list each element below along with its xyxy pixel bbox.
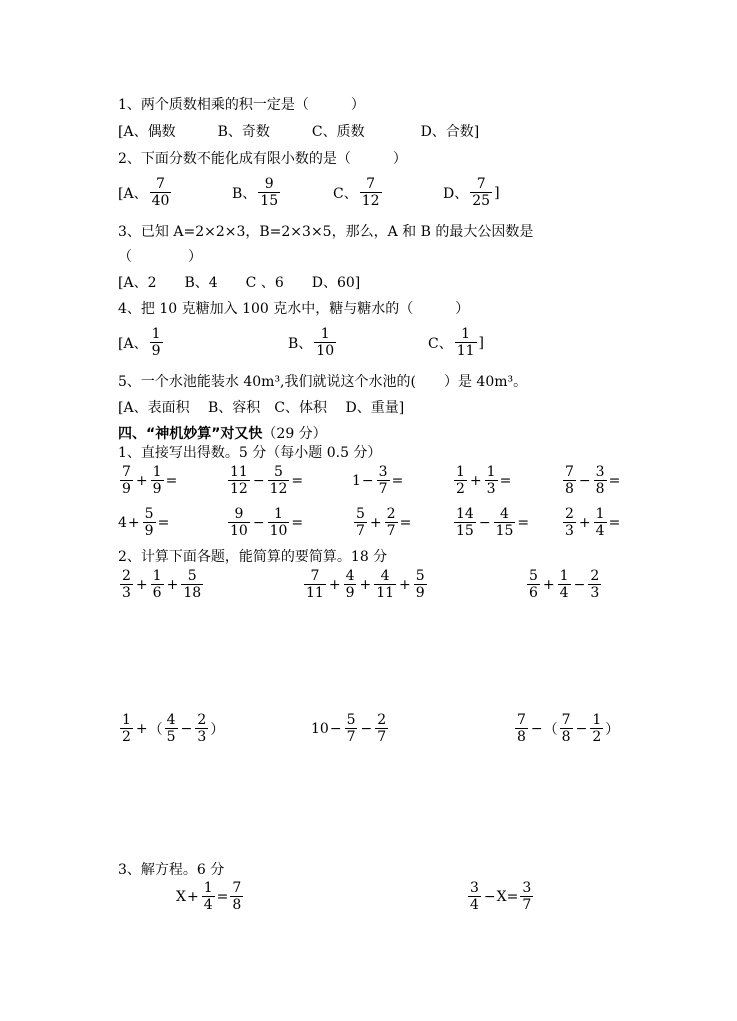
fraction: $\frac{9}{10}$ bbox=[230, 506, 248, 539]
q5-options: [A、表面积 B、容积 C、体积 D、重量] bbox=[118, 400, 405, 416]
calc-item-2: $\frac{7}{11}$ + $\frac{4}{9}$ + $\frac{4}{11}$ + $\frac{5}{9}$ bbox=[306, 568, 425, 601]
fraction: $\frac{3}{7}$ bbox=[522, 880, 532, 913]
fraction: $\frac{7}{11}$ bbox=[306, 568, 324, 601]
q2-option-a: [A、 $\frac{7}{40}$ bbox=[118, 176, 170, 209]
fraction: $\frac{2}{3}$ bbox=[590, 568, 600, 601]
fraction: $\frac{7}{40}$ bbox=[151, 176, 170, 209]
fraction: $\frac{7}{12}$ bbox=[361, 176, 380, 209]
oral-item-7: $\frac{9}{10}$ − $\frac{1}{10}$ = bbox=[230, 506, 304, 539]
fraction: $\frac{5}{12}$ bbox=[269, 464, 288, 497]
fraction: $\frac{3}{8}$ bbox=[595, 464, 605, 497]
calc-item-1: $\frac{2}{3}$ + $\frac{1}{6}$ + $\frac{5}{18}$ bbox=[122, 568, 202, 601]
fraction: $\frac{4}{5}$ bbox=[166, 712, 176, 745]
oral-item-10: $\frac{2}{3}$ + $\frac{1}{4}$ = bbox=[565, 506, 621, 539]
fraction: $\frac{7}{8}$ bbox=[232, 880, 242, 913]
oral-item-4: $\frac{1}{2}$ + $\frac{1}{3}$ = bbox=[456, 464, 512, 497]
fraction: $\frac{1}{10}$ bbox=[269, 506, 288, 539]
oral-item-2: $\frac{11}{12}$ − $\frac{5}{12}$ = bbox=[230, 464, 304, 497]
q2-option-c: C、 $\frac{7}{12}$ bbox=[333, 176, 380, 209]
fraction: $\frac{7}{8}$ bbox=[565, 464, 574, 497]
fraction: $\frac{2}{3}$ bbox=[122, 568, 131, 601]
fraction: $\frac{7}{8}$ bbox=[561, 712, 571, 745]
fraction: $\frac{5}{7}$ bbox=[356, 506, 365, 539]
q2-option-d: D、 $\frac{7}{25}$ ] bbox=[443, 176, 500, 209]
fraction: $\frac{7}{8}$ bbox=[517, 712, 526, 745]
fraction: $\frac{4}{9}$ bbox=[345, 568, 355, 601]
q4-option-a: [A、 $\frac{1}{9}$ bbox=[118, 326, 161, 359]
fraction: $\frac{3}{7}$ bbox=[378, 464, 388, 497]
calc-item-3: $\frac{5}{6}$ + $\frac{1}{4}$ − $\frac{2}{3}$ bbox=[529, 568, 600, 601]
fraction: $\frac{4}{15}$ bbox=[495, 506, 514, 539]
fraction: $\frac{1}{2}$ bbox=[122, 712, 131, 745]
fraction: $\frac{2}{3}$ bbox=[565, 506, 574, 539]
oral-item-6: 4 + $\frac{5}{9}$ = bbox=[118, 506, 170, 539]
fraction: $\frac{2}{7}$ bbox=[377, 712, 387, 745]
q3-stem: 3、已知 A=2×2×3，B=2×3×5，那么，A 和 B 的最大公因数是 bbox=[118, 224, 534, 240]
q1-stem: 1、两个质数相乘的积一定是（ ） bbox=[118, 97, 365, 113]
oral-item-5: $\frac{7}{8}$ − $\frac{3}{8}$ = bbox=[565, 464, 621, 497]
q3-blank: （ ） bbox=[118, 249, 202, 265]
fraction: $\frac{2}{7}$ bbox=[386, 506, 396, 539]
fraction: $\frac{5}{6}$ bbox=[529, 568, 538, 601]
fraction: $\frac{1}{4}$ bbox=[203, 880, 213, 913]
equation-1: X + $\frac{1}{4}$ = $\frac{7}{8}$ bbox=[176, 880, 242, 913]
part1-title: 1、直接写出得数。5 分（每小题 0.5 分） bbox=[118, 445, 382, 461]
part3-title: 3、解方程。6 分 bbox=[118, 862, 225, 878]
q4-option-c: C、 $\frac{1}{11}$ ] bbox=[428, 326, 485, 359]
oral-item-1: $\frac{7}{9}$ + $\frac{1}{9}$ = bbox=[122, 464, 178, 497]
equation-2: $\frac{3}{4}$ − X = $\frac{3}{7}$ bbox=[470, 880, 532, 913]
q1-options: [A、偶数 B、奇数 C、质数 D、合数] bbox=[118, 124, 480, 140]
fraction: $\frac{7}{25}$ bbox=[472, 176, 491, 209]
q4-option-b: B、 $\frac{1}{10}$ bbox=[288, 326, 335, 359]
section-title: 四、“神机妙算”对又快（29 分） bbox=[118, 426, 327, 442]
fraction: $\frac{14}{15}$ bbox=[456, 506, 474, 539]
oral-item-3: 1 − $\frac{3}{7}$ = bbox=[352, 464, 404, 497]
calc-item-4: $\frac{1}{2}$ + （ $\frac{4}{5}$ − $\frac{2}{3}$ ） bbox=[122, 712, 225, 745]
fraction: $\frac{3}{4}$ bbox=[470, 880, 479, 913]
q4-stem: 4、把 10 克糖加入 100 克水中，糖与糖水的（ ） bbox=[118, 301, 470, 317]
q3-options: [A、2 B、4 C 、6 D、60] bbox=[118, 275, 361, 291]
q2-option-b: B、 $\frac{9}{15}$ bbox=[232, 176, 279, 209]
fraction: $\frac{1}{2}$ bbox=[592, 712, 602, 745]
fraction: $\frac{1}{10}$ bbox=[316, 326, 335, 359]
oral-item-9: $\frac{14}{15}$ − $\frac{4}{15}$ = bbox=[456, 506, 530, 539]
fraction: $\frac{5}{7}$ bbox=[346, 712, 356, 745]
q5-stem: 5、一个水池能装水 40m³,我们就说这个水池的( ）是 40m³。 bbox=[118, 374, 528, 390]
fraction: $\frac{1}{2}$ bbox=[456, 464, 465, 497]
fraction: $\frac{1}{6}$ bbox=[152, 568, 162, 601]
fraction: $\frac{5}{9}$ bbox=[144, 506, 154, 539]
fraction: $\frac{4}{11}$ bbox=[376, 568, 395, 601]
fraction: $\frac{1}{9}$ bbox=[152, 464, 162, 497]
fraction: $\frac{9}{15}$ bbox=[260, 176, 279, 209]
calc-item-5: 10 − $\frac{5}{7}$ − $\frac{2}{7}$ bbox=[311, 712, 387, 745]
fraction: $\frac{7}{9}$ bbox=[122, 464, 131, 497]
fraction: $\frac{1}{3}$ bbox=[486, 464, 496, 497]
fraction: $\frac{5}{18}$ bbox=[183, 568, 202, 601]
fraction: $\frac{1}{4}$ bbox=[559, 568, 569, 601]
fraction: $\frac{1}{9}$ bbox=[151, 326, 161, 359]
fraction: $\frac{1}{11}$ bbox=[456, 326, 475, 359]
calc-item-6: $\frac{7}{8}$ − （ $\frac{7}{8}$ − $\frac{1}{2}$ ） bbox=[517, 712, 620, 745]
fraction: $\frac{11}{12}$ bbox=[230, 464, 248, 497]
part2-title: 2、计算下面各题，能简算的要简算。18 分 bbox=[118, 549, 388, 565]
fraction: $\frac{2}{3}$ bbox=[197, 712, 207, 745]
q2-stem: 2、下面分数不能化成有限小数的是（ ） bbox=[118, 151, 407, 167]
fraction: $\frac{5}{9}$ bbox=[415, 568, 425, 601]
oral-item-8: $\frac{5}{7}$ + $\frac{2}{7}$ = bbox=[356, 506, 412, 539]
fraction: $\frac{1}{4}$ bbox=[595, 506, 605, 539]
